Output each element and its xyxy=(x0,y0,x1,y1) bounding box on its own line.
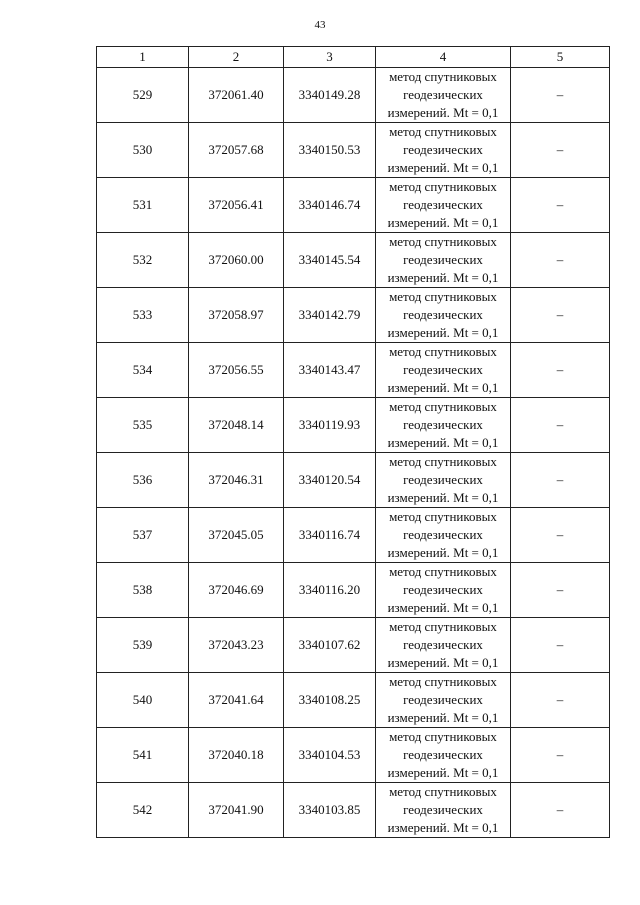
y-coordinate-cell: 3340107.62 xyxy=(284,618,376,673)
y-coordinate-cell: 3340116.20 xyxy=(284,563,376,618)
x-coordinate-cell: 372046.69 xyxy=(189,563,284,618)
method-cell xyxy=(376,288,511,343)
header-col-4: 4 xyxy=(376,47,511,68)
method-line: измерений. Mt = 0,1 xyxy=(387,820,499,835)
y-coordinate-cell: 3340142.79 xyxy=(284,288,376,343)
method-line: геодезических xyxy=(403,637,483,652)
y-coordinate-cell: 3340120.54 xyxy=(284,453,376,508)
method-line: метод спутниковых xyxy=(389,234,497,249)
method-line: метод спутниковых xyxy=(389,344,497,359)
table-row xyxy=(97,508,610,563)
note-cell: – xyxy=(511,233,610,288)
point-number-cell: 529 xyxy=(97,68,189,123)
method-line: измерений. Mt = 0,1 xyxy=(387,325,499,340)
header-col-1: 1 xyxy=(97,47,189,68)
note-cell: – xyxy=(511,398,610,453)
table-row xyxy=(97,398,610,453)
table-header xyxy=(97,47,610,68)
method-cell xyxy=(376,728,511,783)
table-row xyxy=(97,618,610,673)
note-cell: – xyxy=(511,728,610,783)
table-row xyxy=(97,728,610,783)
x-coordinate-cell: 372058.97 xyxy=(189,288,284,343)
x-coordinate-cell: 372056.41 xyxy=(189,178,284,233)
method-line: измерений. Mt = 0,1 xyxy=(387,105,499,120)
x-coordinate-cell: 372060.00 xyxy=(189,233,284,288)
method-cell xyxy=(376,398,511,453)
note-cell: – xyxy=(511,508,610,563)
y-coordinate-cell: 3340119.93 xyxy=(284,398,376,453)
method-line: геодезических xyxy=(403,252,483,267)
y-coordinate-cell: 3340145.54 xyxy=(284,233,376,288)
method-line: геодезических xyxy=(403,142,483,157)
point-number-cell: 540 xyxy=(97,673,189,728)
method-line: геодезических xyxy=(403,692,483,707)
method-line: метод спутниковых xyxy=(389,509,497,524)
x-coordinate-cell: 372040.18 xyxy=(189,728,284,783)
method-line: геодезических xyxy=(403,362,483,377)
method-line: измерений. Mt = 0,1 xyxy=(387,600,499,615)
method-line: метод спутниковых xyxy=(389,179,497,194)
method-line: метод спутниковых xyxy=(389,399,497,414)
x-coordinate-cell: 372048.14 xyxy=(189,398,284,453)
point-number-cell: 533 xyxy=(97,288,189,343)
method-cell xyxy=(376,343,511,398)
method-cell xyxy=(376,673,511,728)
table-row xyxy=(97,178,610,233)
y-coordinate-cell: 3340104.53 xyxy=(284,728,376,783)
y-coordinate-cell: 3340108.25 xyxy=(284,673,376,728)
method-line: метод спутниковых xyxy=(389,674,497,689)
header-row xyxy=(97,47,610,68)
note-cell: – xyxy=(511,288,610,343)
method-line: метод спутниковых xyxy=(389,729,497,744)
x-coordinate-cell: 372056.55 xyxy=(189,343,284,398)
coordinates-table xyxy=(96,46,610,838)
point-number-cell: 531 xyxy=(97,178,189,233)
method-line: измерений. Mt = 0,1 xyxy=(387,710,499,725)
point-number-cell: 530 xyxy=(97,123,189,178)
method-cell xyxy=(376,563,511,618)
note-cell: – xyxy=(511,68,610,123)
method-line: измерений. Mt = 0,1 xyxy=(387,380,499,395)
method-cell xyxy=(376,453,511,508)
table-row xyxy=(97,343,610,398)
method-cell xyxy=(376,68,511,123)
method-line: измерений. Mt = 0,1 xyxy=(387,765,499,780)
method-line: измерений. Mt = 0,1 xyxy=(387,490,499,505)
x-coordinate-cell: 372041.90 xyxy=(189,783,284,838)
point-number-cell: 542 xyxy=(97,783,189,838)
method-line: геодезических xyxy=(403,307,483,322)
point-number-cell: 536 xyxy=(97,453,189,508)
method-line: метод спутниковых xyxy=(389,289,497,304)
method-cell xyxy=(376,508,511,563)
y-coordinate-cell: 3340150.53 xyxy=(284,123,376,178)
method-line: измерений. Mt = 0,1 xyxy=(387,655,499,670)
method-line: метод спутниковых xyxy=(389,454,497,469)
table-row xyxy=(97,453,610,508)
note-cell: – xyxy=(511,673,610,728)
method-line: метод спутниковых xyxy=(389,619,497,634)
x-coordinate-cell: 372057.68 xyxy=(189,123,284,178)
x-coordinate-cell: 372061.40 xyxy=(189,68,284,123)
method-line: метод спутниковых xyxy=(389,69,497,84)
method-line: метод спутниковых xyxy=(389,124,497,139)
x-coordinate-cell: 372041.64 xyxy=(189,673,284,728)
method-line: геодезических xyxy=(403,802,483,817)
point-number-cell: 535 xyxy=(97,398,189,453)
method-line: геодезических xyxy=(403,87,483,102)
method-line: измерений. Mt = 0,1 xyxy=(387,435,499,450)
point-number-cell: 537 xyxy=(97,508,189,563)
point-number-cell: 539 xyxy=(97,618,189,673)
method-line: геодезических xyxy=(403,527,483,542)
method-line: измерений. Mt = 0,1 xyxy=(387,160,499,175)
method-line: метод спутниковых xyxy=(389,564,497,579)
method-line: геодезических xyxy=(403,417,483,432)
header-col-2: 2 xyxy=(189,47,284,68)
note-cell: – xyxy=(511,343,610,398)
header-col-3: 3 xyxy=(284,47,376,68)
method-line: геодезических xyxy=(403,197,483,212)
method-line: геодезических xyxy=(403,582,483,597)
method-cell xyxy=(376,178,511,233)
page-number: 43 xyxy=(314,19,326,31)
method-line: геодезических xyxy=(403,472,483,487)
point-number-cell: 538 xyxy=(97,563,189,618)
note-cell: – xyxy=(511,618,610,673)
x-coordinate-cell: 372045.05 xyxy=(189,508,284,563)
table-row xyxy=(97,783,610,838)
method-line: измерений. Mt = 0,1 xyxy=(387,270,499,285)
point-number-cell: 534 xyxy=(97,343,189,398)
method-line: измерений. Mt = 0,1 xyxy=(387,215,499,230)
method-line: измерений. Mt = 0,1 xyxy=(387,545,499,560)
method-cell xyxy=(376,123,511,178)
point-number-cell: 532 xyxy=(97,233,189,288)
x-coordinate-cell: 372043.23 xyxy=(189,618,284,673)
table-row xyxy=(97,68,610,123)
method-cell xyxy=(376,618,511,673)
method-line: геодезических xyxy=(403,747,483,762)
point-number-cell: 541 xyxy=(97,728,189,783)
y-coordinate-cell: 3340103.85 xyxy=(284,783,376,838)
method-cell xyxy=(376,783,511,838)
table-row xyxy=(97,288,610,343)
note-cell: – xyxy=(511,453,610,508)
x-coordinate-cell: 372046.31 xyxy=(189,453,284,508)
y-coordinate-cell: 3340116.74 xyxy=(284,508,376,563)
y-coordinate-cell: 3340143.47 xyxy=(284,343,376,398)
note-cell: – xyxy=(511,123,610,178)
table-row xyxy=(97,123,610,178)
table-row xyxy=(97,673,610,728)
table-row xyxy=(97,563,610,618)
table-body xyxy=(97,68,610,838)
y-coordinate-cell: 3340146.74 xyxy=(284,178,376,233)
note-cell: – xyxy=(511,178,610,233)
header-col-5: 5 xyxy=(511,47,610,68)
note-cell: – xyxy=(511,783,610,838)
table-row xyxy=(97,233,610,288)
method-cell xyxy=(376,233,511,288)
method-line: метод спутниковых xyxy=(389,784,497,799)
note-cell: – xyxy=(511,563,610,618)
y-coordinate-cell: 3340149.28 xyxy=(284,68,376,123)
